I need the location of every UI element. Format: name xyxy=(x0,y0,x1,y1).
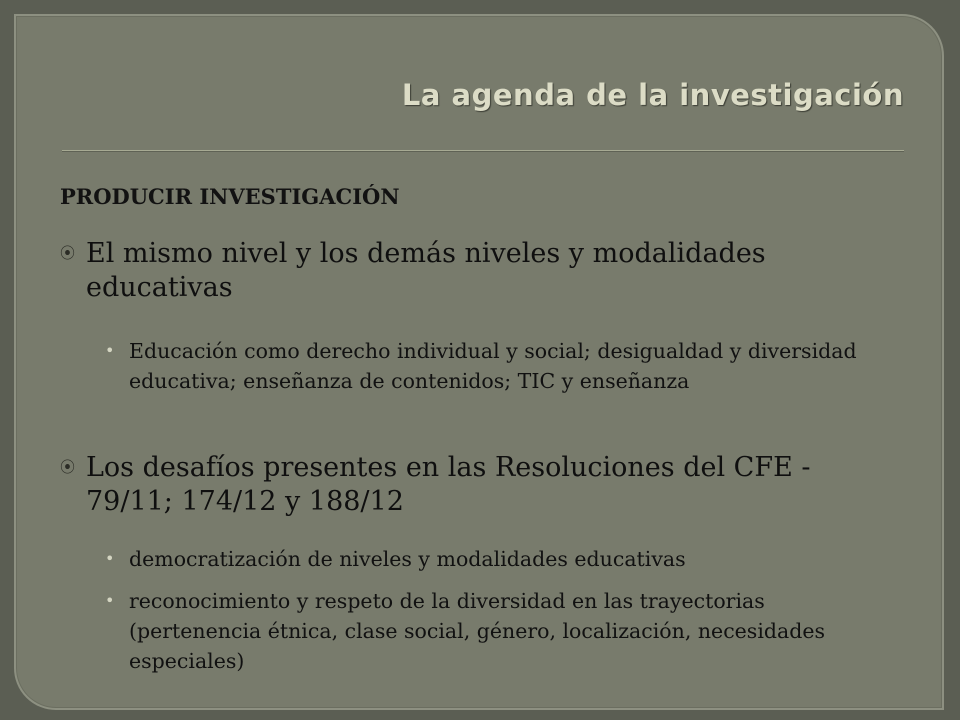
slide-title: La agenda de la investigación xyxy=(401,78,904,112)
bullet-item xyxy=(60,237,900,305)
sub-bullet-text: democratización de niveles y modalidades educativas xyxy=(129,547,686,571)
circled-dot-icon: ⦿ xyxy=(60,458,76,476)
sub-bullet-item xyxy=(105,586,895,676)
sub-bullet-item xyxy=(105,336,895,396)
sub-bullet-item xyxy=(105,544,895,574)
sub-bullet-text: reconocimiento y respeto de la diversidad en las trayectorias (pertenencia étnica, clase social, género, localización, necesidades especiales) xyxy=(129,589,825,673)
bullet-text: Los desafíos presentes en las Resoluciones del CFE - 79/11; 174/12 y 188/12 xyxy=(86,452,811,517)
circled-dot-icon: ⦿ xyxy=(60,244,76,262)
title-divider xyxy=(62,150,904,151)
bullet-item xyxy=(60,451,900,519)
small-dot-icon: • xyxy=(105,591,115,610)
sub-bullet-text: Educación como derecho individual y social; desigualdad y diversidad educativa; enseñanza de contenidos; TIC y enseñanza xyxy=(129,339,857,393)
small-dot-icon: • xyxy=(105,549,115,568)
section-heading: PRODUCIR INVESTIGACIÓN xyxy=(60,184,400,209)
bullet-text: El mismo nivel y los demás niveles y modalidades educativas xyxy=(86,238,766,303)
small-dot-icon: • xyxy=(105,341,115,360)
